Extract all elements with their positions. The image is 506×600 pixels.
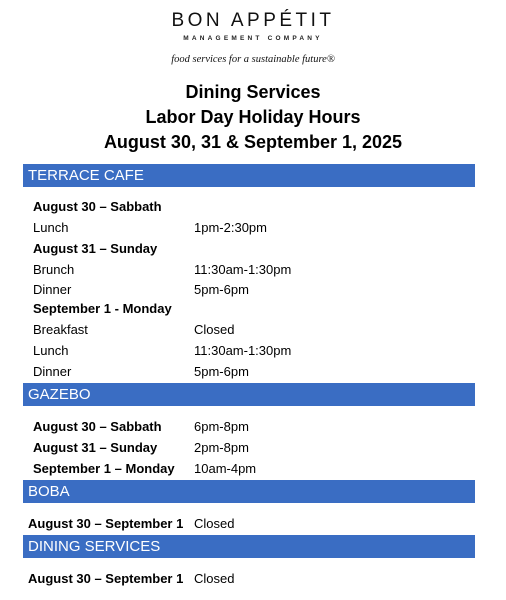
terrace-meal-label: Dinner (33, 364, 72, 379)
section-header-gazebo: GAZEBO (23, 383, 475, 406)
document-title (0, 80, 506, 155)
terrace-meal-time: 5pm-6pm (194, 364, 249, 379)
terrace-meal-label: Lunch (33, 343, 69, 358)
logo-tagline: food services for a sustainable future® (171, 54, 335, 65)
terrace-day-label: August 30 – Sabbath (33, 199, 162, 214)
terrace-meal-time: 11:30am-1:30pm (194, 343, 292, 358)
gazebo-day-label: September 1 – Monday (33, 461, 175, 476)
section-header-terrace-cafe: TERRACE CAFE (23, 164, 475, 187)
title-line-1: Dining Services (185, 82, 321, 102)
logo-subtitle: MANAGEMENT COMPANY (183, 35, 323, 42)
title-line-3: August 30, 31 & September 1, 2025 (103, 132, 403, 152)
terrace-meal-time: 5pm-6pm (194, 282, 249, 297)
terrace-day-label: August 31 – Sunday (33, 241, 158, 256)
boba-status: Closed (194, 516, 235, 531)
dining-date-range: August 30 – September 1 (28, 571, 184, 586)
gazebo-day-label: August 31 – Sunday (33, 440, 158, 455)
terrace-day-label: September 1 - Monday (33, 301, 172, 316)
boba-date-range: August 30 – September 1 (28, 516, 184, 531)
dining-status: Closed (194, 571, 235, 586)
terrace-meal-time: 11:30am-1:30pm (194, 262, 292, 277)
gazebo-day-time: 10am-4pm (194, 461, 257, 476)
logo-wordmark: BON APPÉTIT (171, 10, 335, 31)
terrace-meal-label: Lunch (33, 220, 69, 235)
terrace-meal-time: Closed (194, 322, 235, 337)
gazebo-day-label: August 30 – Sabbath (33, 419, 162, 434)
terrace-meal-label: Dinner (33, 282, 72, 297)
title-line-2: Labor Day Holiday Hours (145, 107, 361, 127)
gazebo-day-time: 2pm-8pm (194, 440, 249, 455)
terrace-meal-time: 1pm-2:30pm (194, 220, 267, 235)
terrace-meal-label: Breakfast (33, 322, 88, 337)
section-header-dining-services: DINING SERVICES (23, 535, 475, 558)
bon-appetit-logo (0, 10, 506, 44)
terrace-meal-label: Brunch (33, 262, 75, 277)
section-header-boba: BOBA (23, 480, 475, 503)
gazebo-day-time: 6pm-8pm (194, 419, 249, 434)
